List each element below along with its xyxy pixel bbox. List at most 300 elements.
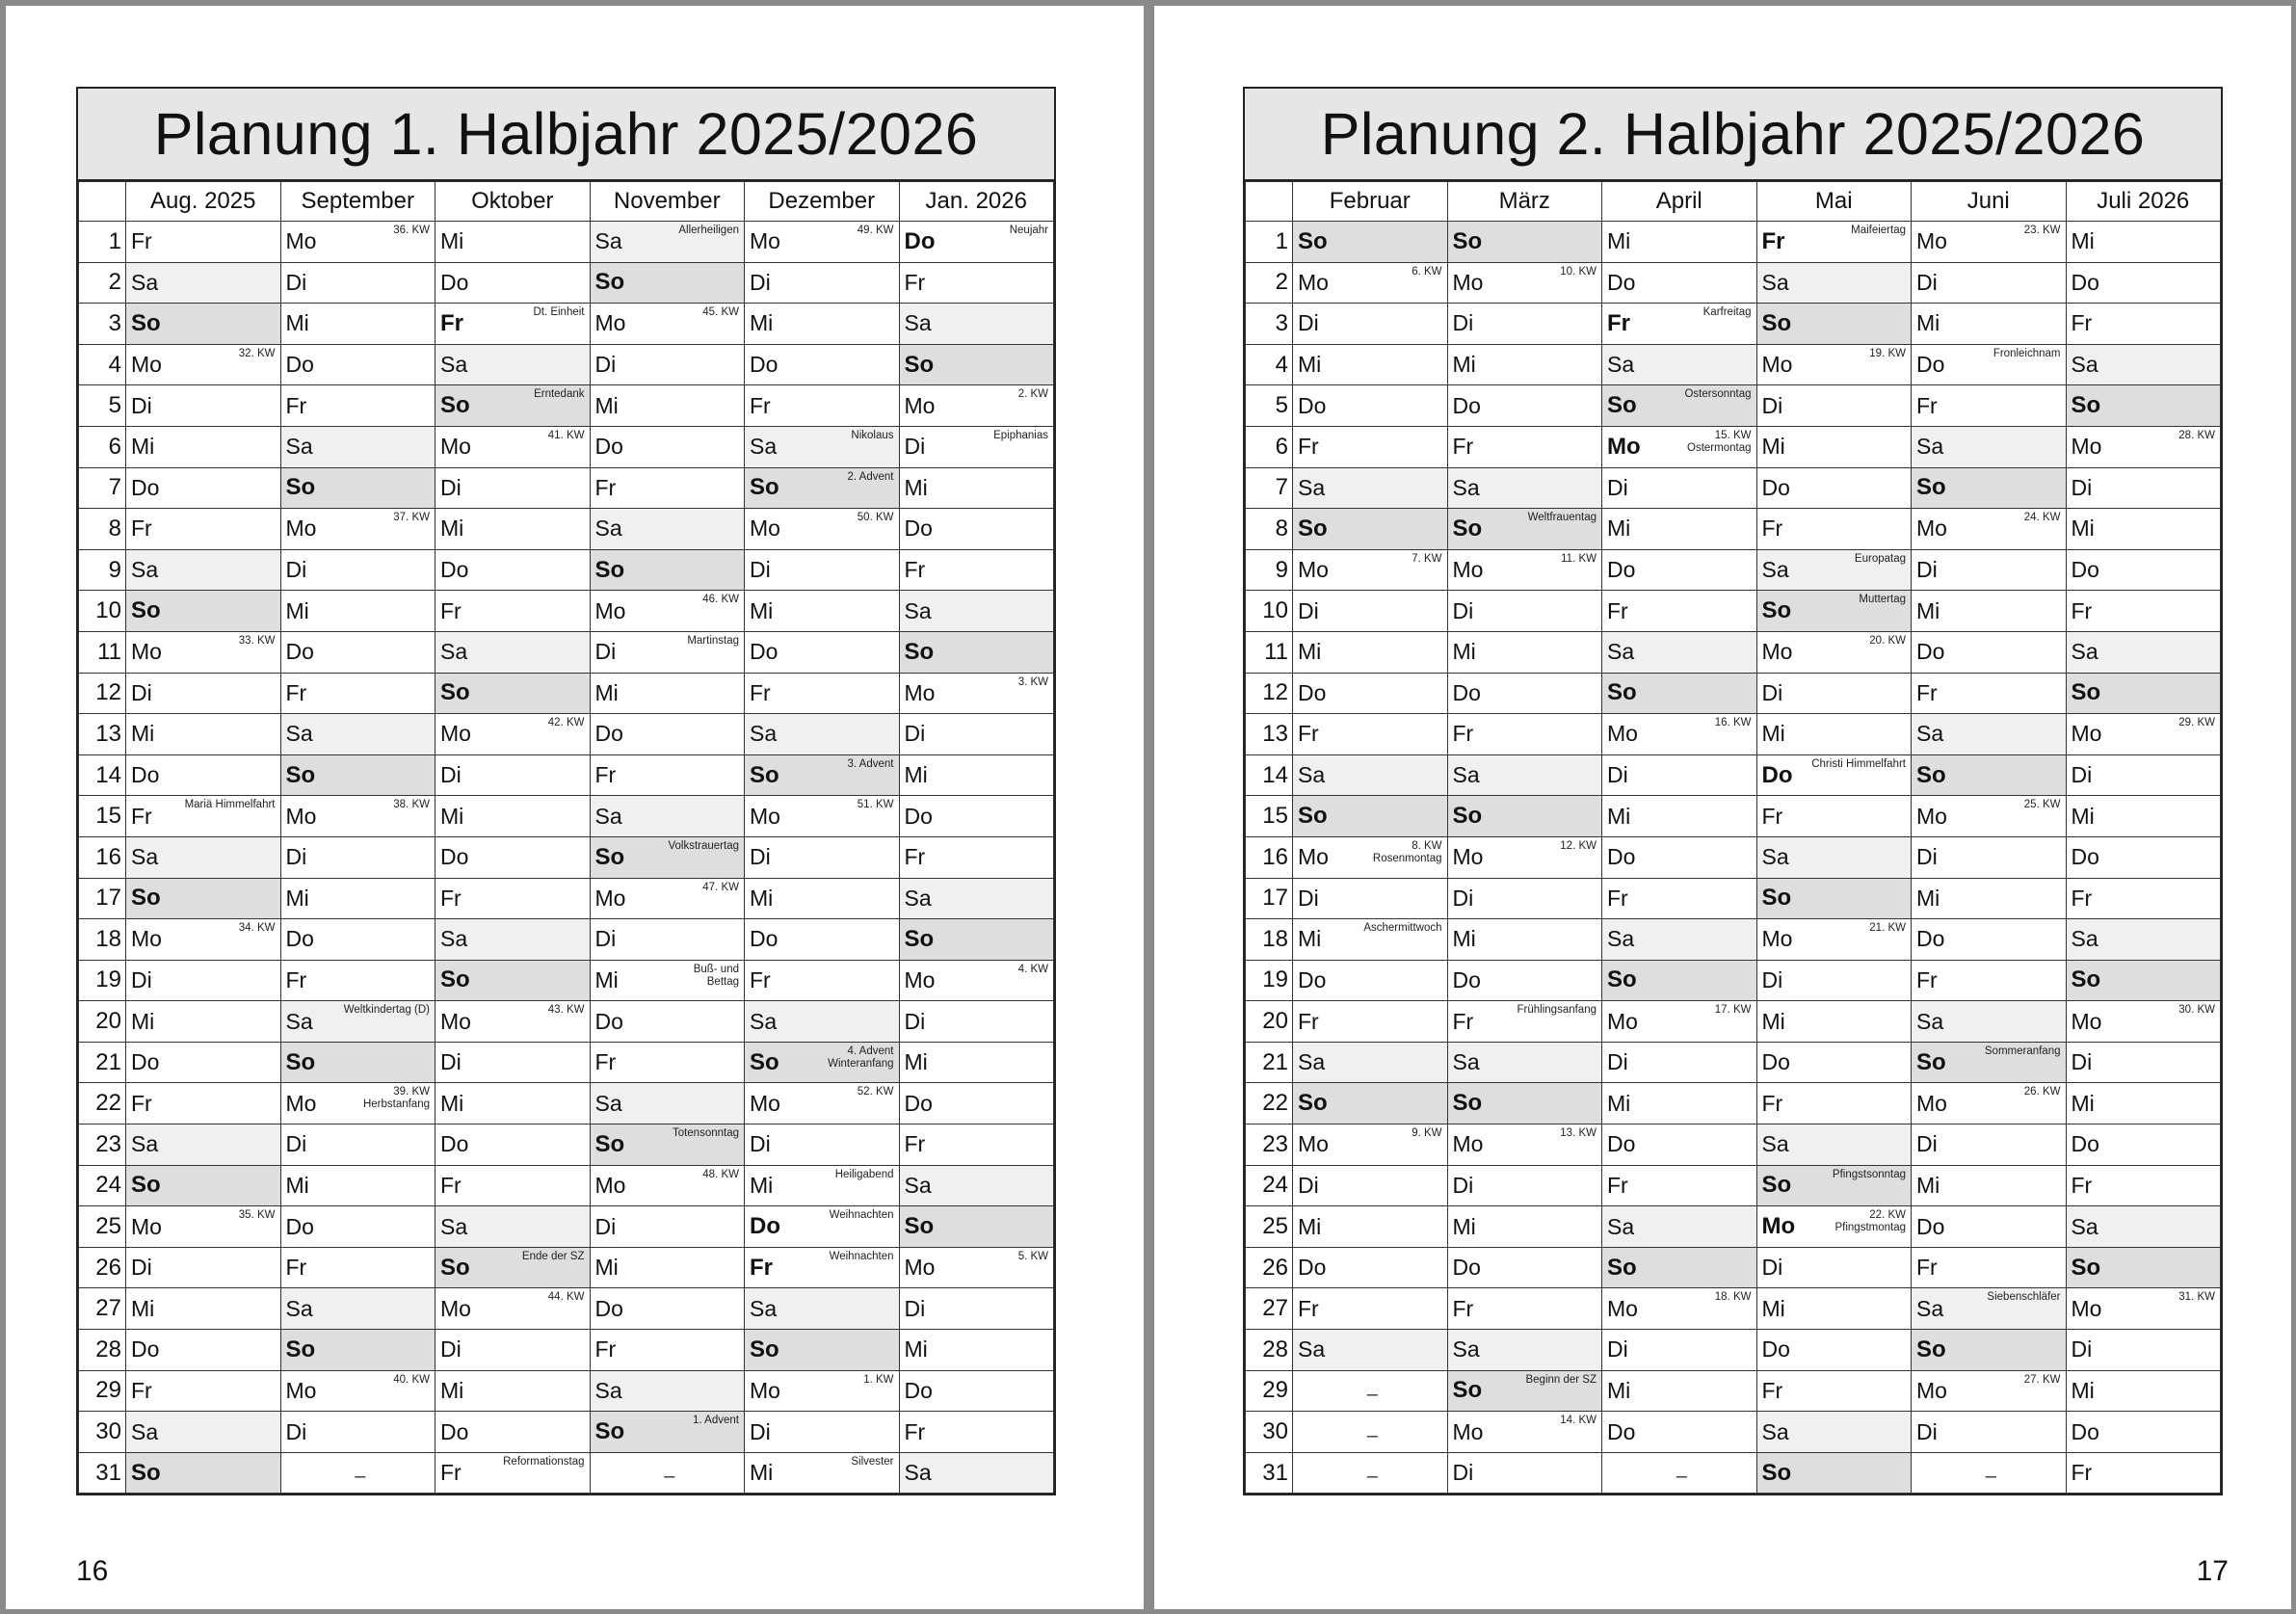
calendar-cell[interactable] xyxy=(2066,1330,2221,1371)
calendar-cell[interactable] xyxy=(280,1247,435,1288)
calendar-cell[interactable] xyxy=(435,919,591,961)
calendar-cell[interactable] xyxy=(1756,385,1912,427)
calendar-cell[interactable] xyxy=(1293,878,1448,919)
calendar-cell[interactable] xyxy=(2066,591,2221,632)
calendar-cell[interactable] xyxy=(1912,549,2067,591)
calendar-cell[interactable] xyxy=(126,878,281,919)
calendar-cell[interactable] xyxy=(280,1206,435,1248)
calendar-cell[interactable] xyxy=(280,1452,435,1494)
calendar-cell[interactable] xyxy=(1602,385,1757,427)
calendar-cell[interactable] xyxy=(1912,1125,2067,1166)
calendar-cell[interactable] xyxy=(126,222,281,263)
calendar-cell[interactable] xyxy=(1602,344,1757,385)
calendar-cell[interactable] xyxy=(1912,836,2067,878)
calendar-cell[interactable] xyxy=(899,1125,1054,1166)
calendar-cell[interactable] xyxy=(1447,1452,1602,1494)
calendar-cell[interactable] xyxy=(435,467,591,509)
calendar-cell[interactable] xyxy=(1602,1330,1757,1371)
calendar-cell[interactable] xyxy=(899,1370,1054,1412)
calendar-cell[interactable] xyxy=(1602,960,1757,1001)
calendar-cell[interactable] xyxy=(280,631,435,673)
calendar-cell[interactable] xyxy=(435,509,591,550)
calendar-cell[interactable] xyxy=(1912,1412,2067,1453)
calendar-cell[interactable] xyxy=(2066,1206,2221,1248)
calendar-cell[interactable] xyxy=(1447,754,1602,796)
calendar-cell[interactable] xyxy=(435,426,591,467)
calendar-cell[interactable] xyxy=(899,673,1054,714)
calendar-cell[interactable] xyxy=(1912,919,2067,961)
calendar-cell[interactable] xyxy=(1756,304,1912,345)
calendar-cell[interactable] xyxy=(1293,631,1448,673)
calendar-cell[interactable] xyxy=(1756,1247,1912,1288)
calendar-cell[interactable] xyxy=(435,631,591,673)
calendar-cell[interactable] xyxy=(126,1042,281,1083)
calendar-cell[interactable] xyxy=(745,878,900,919)
calendar-cell[interactable] xyxy=(590,426,745,467)
calendar-cell[interactable] xyxy=(1447,1083,1602,1125)
calendar-cell[interactable] xyxy=(1912,1001,2067,1043)
calendar-cell[interactable] xyxy=(435,1001,591,1043)
calendar-cell[interactable] xyxy=(1447,1370,1602,1412)
calendar-cell[interactable] xyxy=(1602,1370,1757,1412)
calendar-cell[interactable] xyxy=(899,878,1054,919)
calendar-cell[interactable] xyxy=(899,591,1054,632)
calendar-cell[interactable] xyxy=(2066,426,2221,467)
calendar-cell[interactable] xyxy=(2066,1083,2221,1125)
calendar-cell[interactable] xyxy=(280,591,435,632)
calendar-cell[interactable] xyxy=(899,919,1054,961)
calendar-cell[interactable] xyxy=(1912,1206,2067,1248)
calendar-cell[interactable] xyxy=(1756,344,1912,385)
calendar-cell[interactable] xyxy=(899,549,1054,591)
calendar-cell[interactable] xyxy=(1293,549,1448,591)
calendar-cell[interactable] xyxy=(1447,1165,1602,1206)
calendar-cell[interactable] xyxy=(1756,1370,1912,1412)
calendar-cell[interactable] xyxy=(126,1083,281,1125)
calendar-cell[interactable] xyxy=(1293,509,1448,550)
calendar-cell[interactable] xyxy=(1447,344,1602,385)
calendar-cell[interactable] xyxy=(1602,714,1757,755)
calendar-cell[interactable] xyxy=(1602,1083,1757,1125)
calendar-cell[interactable] xyxy=(745,1370,900,1412)
calendar-cell[interactable] xyxy=(1447,222,1602,263)
calendar-cell[interactable] xyxy=(899,754,1054,796)
calendar-cell[interactable] xyxy=(1756,1206,1912,1248)
calendar-cell[interactable] xyxy=(280,1125,435,1166)
calendar-cell[interactable] xyxy=(590,549,745,591)
calendar-cell[interactable] xyxy=(1756,1083,1912,1125)
calendar-cell[interactable] xyxy=(590,1083,745,1125)
calendar-cell[interactable] xyxy=(1447,960,1602,1001)
calendar-cell[interactable] xyxy=(1756,673,1912,714)
calendar-cell[interactable] xyxy=(2066,1247,2221,1288)
calendar-cell[interactable] xyxy=(899,1452,1054,1494)
calendar-cell[interactable] xyxy=(435,1165,591,1206)
calendar-cell[interactable] xyxy=(899,262,1054,304)
calendar-cell[interactable] xyxy=(745,673,900,714)
calendar-cell[interactable] xyxy=(1293,1165,1448,1206)
calendar-cell[interactable] xyxy=(1293,754,1448,796)
calendar-cell[interactable] xyxy=(590,878,745,919)
calendar-cell[interactable] xyxy=(1293,467,1448,509)
calendar-cell[interactable] xyxy=(435,549,591,591)
calendar-cell[interactable] xyxy=(2066,509,2221,550)
calendar-cell[interactable] xyxy=(590,591,745,632)
calendar-cell[interactable] xyxy=(2066,714,2221,755)
calendar-cell[interactable] xyxy=(435,1206,591,1248)
calendar-cell[interactable] xyxy=(1602,1288,1757,1330)
calendar-cell[interactable] xyxy=(126,1330,281,1371)
calendar-cell[interactable] xyxy=(1293,591,1448,632)
calendar-cell[interactable] xyxy=(1912,1370,2067,1412)
calendar-cell[interactable] xyxy=(1756,1042,1912,1083)
calendar-cell[interactable] xyxy=(1447,1247,1602,1288)
calendar-cell[interactable] xyxy=(590,836,745,878)
calendar-cell[interactable] xyxy=(280,344,435,385)
calendar-cell[interactable] xyxy=(1912,1452,2067,1494)
calendar-cell[interactable] xyxy=(1912,591,2067,632)
calendar-cell[interactable] xyxy=(745,796,900,837)
calendar-cell[interactable] xyxy=(1756,714,1912,755)
calendar-cell[interactable] xyxy=(280,836,435,878)
calendar-cell[interactable] xyxy=(1447,1206,1602,1248)
calendar-cell[interactable] xyxy=(1912,1042,2067,1083)
calendar-cell[interactable] xyxy=(1602,509,1757,550)
calendar-cell[interactable] xyxy=(280,385,435,427)
calendar-cell[interactable] xyxy=(280,796,435,837)
calendar-cell[interactable] xyxy=(745,1165,900,1206)
calendar-cell[interactable] xyxy=(1447,549,1602,591)
calendar-cell[interactable] xyxy=(2066,1288,2221,1330)
calendar-cell[interactable] xyxy=(1912,714,2067,755)
calendar-cell[interactable] xyxy=(1912,467,2067,509)
calendar-cell[interactable] xyxy=(1293,1288,1448,1330)
calendar-cell[interactable] xyxy=(435,754,591,796)
calendar-cell[interactable] xyxy=(1602,591,1757,632)
calendar-cell[interactable] xyxy=(1447,509,1602,550)
calendar-cell[interactable] xyxy=(280,1370,435,1412)
calendar-cell[interactable] xyxy=(590,1001,745,1043)
calendar-cell[interactable] xyxy=(126,1412,281,1453)
calendar-cell[interactable] xyxy=(590,1370,745,1412)
calendar-cell[interactable] xyxy=(2066,919,2221,961)
calendar-cell[interactable] xyxy=(899,1206,1054,1248)
calendar-cell[interactable] xyxy=(280,878,435,919)
calendar-cell[interactable] xyxy=(745,754,900,796)
calendar-cell[interactable] xyxy=(126,1125,281,1166)
calendar-cell[interactable] xyxy=(899,344,1054,385)
calendar-cell[interactable] xyxy=(126,714,281,755)
calendar-cell[interactable] xyxy=(899,304,1054,345)
calendar-cell[interactable] xyxy=(280,1165,435,1206)
calendar-cell[interactable] xyxy=(1912,509,2067,550)
calendar-cell[interactable] xyxy=(1756,1330,1912,1371)
calendar-cell[interactable] xyxy=(899,1412,1054,1453)
calendar-cell[interactable] xyxy=(280,467,435,509)
calendar-cell[interactable] xyxy=(1756,1165,1912,1206)
calendar-cell[interactable] xyxy=(1293,1042,1448,1083)
calendar-cell[interactable] xyxy=(1756,1288,1912,1330)
calendar-cell[interactable] xyxy=(590,1042,745,1083)
calendar-cell[interactable] xyxy=(590,714,745,755)
calendar-cell[interactable] xyxy=(590,796,745,837)
calendar-cell[interactable] xyxy=(899,714,1054,755)
calendar-cell[interactable] xyxy=(1293,960,1448,1001)
calendar-cell[interactable] xyxy=(745,714,900,755)
calendar-cell[interactable] xyxy=(1912,1330,2067,1371)
calendar-cell[interactable] xyxy=(2066,673,2221,714)
calendar-cell[interactable] xyxy=(280,509,435,550)
calendar-cell[interactable] xyxy=(1912,344,2067,385)
calendar-cell[interactable] xyxy=(435,1083,591,1125)
calendar-cell[interactable] xyxy=(126,1206,281,1248)
calendar-cell[interactable] xyxy=(1756,262,1912,304)
calendar-cell[interactable] xyxy=(1912,222,2067,263)
calendar-cell[interactable] xyxy=(1293,426,1448,467)
calendar-cell[interactable] xyxy=(745,960,900,1001)
calendar-cell[interactable] xyxy=(1912,1288,2067,1330)
calendar-cell[interactable] xyxy=(1293,344,1448,385)
calendar-cell[interactable] xyxy=(435,1042,591,1083)
calendar-cell[interactable] xyxy=(1293,1330,1448,1371)
calendar-cell[interactable] xyxy=(435,591,591,632)
calendar-cell[interactable] xyxy=(745,304,900,345)
calendar-cell[interactable] xyxy=(590,631,745,673)
calendar-cell[interactable] xyxy=(1293,919,1448,961)
calendar-cell[interactable] xyxy=(745,1206,900,1248)
calendar-cell[interactable] xyxy=(1447,631,1602,673)
calendar-cell[interactable] xyxy=(435,385,591,427)
calendar-cell[interactable] xyxy=(280,1083,435,1125)
calendar-cell[interactable] xyxy=(745,262,900,304)
calendar-cell[interactable] xyxy=(1602,1042,1757,1083)
calendar-cell[interactable] xyxy=(745,1247,900,1288)
calendar-cell[interactable] xyxy=(1447,1288,1602,1330)
calendar-cell[interactable] xyxy=(280,673,435,714)
calendar-cell[interactable] xyxy=(2066,1370,2221,1412)
calendar-cell[interactable] xyxy=(280,1001,435,1043)
calendar-cell[interactable] xyxy=(1912,1083,2067,1125)
calendar-cell[interactable] xyxy=(1602,796,1757,837)
calendar-cell[interactable] xyxy=(2066,385,2221,427)
calendar-cell[interactable] xyxy=(280,1330,435,1371)
calendar-cell[interactable] xyxy=(1602,1452,1757,1494)
calendar-cell[interactable] xyxy=(126,262,281,304)
calendar-cell[interactable] xyxy=(280,426,435,467)
calendar-cell[interactable] xyxy=(1447,385,1602,427)
calendar-cell[interactable] xyxy=(1447,714,1602,755)
calendar-cell[interactable] xyxy=(1602,631,1757,673)
calendar-cell[interactable] xyxy=(2066,631,2221,673)
calendar-cell[interactable] xyxy=(1447,836,1602,878)
calendar-cell[interactable] xyxy=(1756,549,1912,591)
calendar-cell[interactable] xyxy=(126,631,281,673)
calendar-cell[interactable] xyxy=(899,426,1054,467)
calendar-cell[interactable] xyxy=(1756,222,1912,263)
calendar-cell[interactable] xyxy=(899,467,1054,509)
calendar-cell[interactable] xyxy=(590,385,745,427)
calendar-cell[interactable] xyxy=(1602,754,1757,796)
calendar-cell[interactable] xyxy=(280,222,435,263)
calendar-cell[interactable] xyxy=(280,549,435,591)
calendar-cell[interactable] xyxy=(590,262,745,304)
calendar-cell[interactable] xyxy=(126,754,281,796)
calendar-cell[interactable] xyxy=(1293,1125,1448,1166)
calendar-cell[interactable] xyxy=(1602,836,1757,878)
calendar-cell[interactable] xyxy=(1602,878,1757,919)
calendar-cell[interactable] xyxy=(1756,878,1912,919)
calendar-cell[interactable] xyxy=(1756,754,1912,796)
calendar-cell[interactable] xyxy=(126,304,281,345)
calendar-cell[interactable] xyxy=(280,960,435,1001)
calendar-cell[interactable] xyxy=(435,222,591,263)
calendar-cell[interactable] xyxy=(1293,673,1448,714)
calendar-cell[interactable] xyxy=(745,591,900,632)
calendar-cell[interactable] xyxy=(1912,631,2067,673)
calendar-cell[interactable] xyxy=(590,467,745,509)
calendar-cell[interactable] xyxy=(1447,262,1602,304)
calendar-cell[interactable] xyxy=(745,509,900,550)
calendar-cell[interactable] xyxy=(1293,1001,1448,1043)
calendar-cell[interactable] xyxy=(1447,1125,1602,1166)
calendar-cell[interactable] xyxy=(1293,1452,1448,1494)
calendar-cell[interactable] xyxy=(1447,919,1602,961)
calendar-cell[interactable] xyxy=(1447,673,1602,714)
calendar-cell[interactable] xyxy=(590,304,745,345)
calendar-cell[interactable] xyxy=(745,1083,900,1125)
calendar-cell[interactable] xyxy=(1756,960,1912,1001)
calendar-cell[interactable] xyxy=(126,960,281,1001)
calendar-cell[interactable] xyxy=(2066,1125,2221,1166)
calendar-cell[interactable] xyxy=(1602,1412,1757,1453)
calendar-cell[interactable] xyxy=(126,549,281,591)
calendar-cell[interactable] xyxy=(280,1042,435,1083)
calendar-cell[interactable] xyxy=(590,1125,745,1166)
calendar-cell[interactable] xyxy=(1756,467,1912,509)
calendar-cell[interactable] xyxy=(1756,631,1912,673)
calendar-cell[interactable] xyxy=(1602,1125,1757,1166)
calendar-cell[interactable] xyxy=(1293,796,1448,837)
calendar-cell[interactable] xyxy=(2066,262,2221,304)
calendar-cell[interactable] xyxy=(899,960,1054,1001)
calendar-cell[interactable] xyxy=(126,1165,281,1206)
calendar-cell[interactable] xyxy=(1912,754,2067,796)
calendar-cell[interactable] xyxy=(435,714,591,755)
calendar-cell[interactable] xyxy=(590,1330,745,1371)
calendar-cell[interactable] xyxy=(899,1165,1054,1206)
calendar-cell[interactable] xyxy=(899,1288,1054,1330)
calendar-cell[interactable] xyxy=(1293,714,1448,755)
calendar-cell[interactable] xyxy=(126,1247,281,1288)
calendar-cell[interactable] xyxy=(1912,262,2067,304)
calendar-cell[interactable] xyxy=(590,919,745,961)
calendar-cell[interactable] xyxy=(1912,304,2067,345)
calendar-cell[interactable] xyxy=(745,1288,900,1330)
calendar-cell[interactable] xyxy=(126,1001,281,1043)
calendar-cell[interactable] xyxy=(1602,1247,1757,1288)
calendar-cell[interactable] xyxy=(1756,1412,1912,1453)
calendar-cell[interactable] xyxy=(1602,1001,1757,1043)
calendar-cell[interactable] xyxy=(745,549,900,591)
calendar-cell[interactable] xyxy=(126,509,281,550)
calendar-cell[interactable] xyxy=(899,222,1054,263)
calendar-cell[interactable] xyxy=(126,467,281,509)
calendar-cell[interactable] xyxy=(745,1330,900,1371)
calendar-cell[interactable] xyxy=(745,631,900,673)
calendar-cell[interactable] xyxy=(899,836,1054,878)
calendar-cell[interactable] xyxy=(745,385,900,427)
calendar-cell[interactable] xyxy=(435,878,591,919)
calendar-cell[interactable] xyxy=(2066,754,2221,796)
calendar-cell[interactable] xyxy=(1912,960,2067,1001)
calendar-cell[interactable] xyxy=(745,919,900,961)
calendar-cell[interactable] xyxy=(899,509,1054,550)
calendar-cell[interactable] xyxy=(435,1247,591,1288)
calendar-cell[interactable] xyxy=(280,919,435,961)
calendar-cell[interactable] xyxy=(590,222,745,263)
calendar-cell[interactable] xyxy=(2066,467,2221,509)
calendar-cell[interactable] xyxy=(590,1288,745,1330)
calendar-cell[interactable] xyxy=(1447,796,1602,837)
calendar-cell[interactable] xyxy=(745,1042,900,1083)
calendar-cell[interactable] xyxy=(280,262,435,304)
calendar-cell[interactable] xyxy=(2066,1412,2221,1453)
calendar-cell[interactable] xyxy=(1912,1165,2067,1206)
calendar-cell[interactable] xyxy=(1912,796,2067,837)
calendar-cell[interactable] xyxy=(1293,222,1448,263)
calendar-cell[interactable] xyxy=(280,1412,435,1453)
calendar-cell[interactable] xyxy=(435,1370,591,1412)
calendar-cell[interactable] xyxy=(1293,1083,1448,1125)
calendar-cell[interactable] xyxy=(126,919,281,961)
calendar-cell[interactable] xyxy=(1447,1001,1602,1043)
calendar-cell[interactable] xyxy=(126,836,281,878)
calendar-cell[interactable] xyxy=(745,222,900,263)
calendar-cell[interactable] xyxy=(126,591,281,632)
calendar-cell[interactable] xyxy=(126,1288,281,1330)
calendar-cell[interactable] xyxy=(126,344,281,385)
calendar-cell[interactable] xyxy=(1293,1412,1448,1453)
calendar-cell[interactable] xyxy=(280,304,435,345)
calendar-cell[interactable] xyxy=(2066,222,2221,263)
calendar-cell[interactable] xyxy=(745,1125,900,1166)
calendar-cell[interactable] xyxy=(1912,673,2067,714)
calendar-cell[interactable] xyxy=(2066,1001,2221,1043)
calendar-cell[interactable] xyxy=(1602,1165,1757,1206)
calendar-cell[interactable] xyxy=(1602,673,1757,714)
calendar-cell[interactable] xyxy=(435,1288,591,1330)
calendar-cell[interactable] xyxy=(1447,1330,1602,1371)
calendar-cell[interactable] xyxy=(280,714,435,755)
calendar-cell[interactable] xyxy=(126,673,281,714)
calendar-cell[interactable] xyxy=(899,796,1054,837)
calendar-cell[interactable] xyxy=(899,631,1054,673)
calendar-cell[interactable] xyxy=(435,673,591,714)
calendar-cell[interactable] xyxy=(2066,878,2221,919)
calendar-cell[interactable] xyxy=(745,426,900,467)
calendar-cell[interactable] xyxy=(1912,426,2067,467)
calendar-cell[interactable] xyxy=(1447,1412,1602,1453)
calendar-cell[interactable] xyxy=(1293,385,1448,427)
calendar-cell[interactable] xyxy=(2066,1042,2221,1083)
calendar-cell[interactable] xyxy=(1756,919,1912,961)
calendar-cell[interactable] xyxy=(1756,1125,1912,1166)
calendar-cell[interactable] xyxy=(1912,385,2067,427)
calendar-cell[interactable] xyxy=(745,1452,900,1494)
calendar-cell[interactable] xyxy=(435,836,591,878)
calendar-cell[interactable] xyxy=(1602,549,1757,591)
calendar-cell[interactable] xyxy=(435,1452,591,1494)
